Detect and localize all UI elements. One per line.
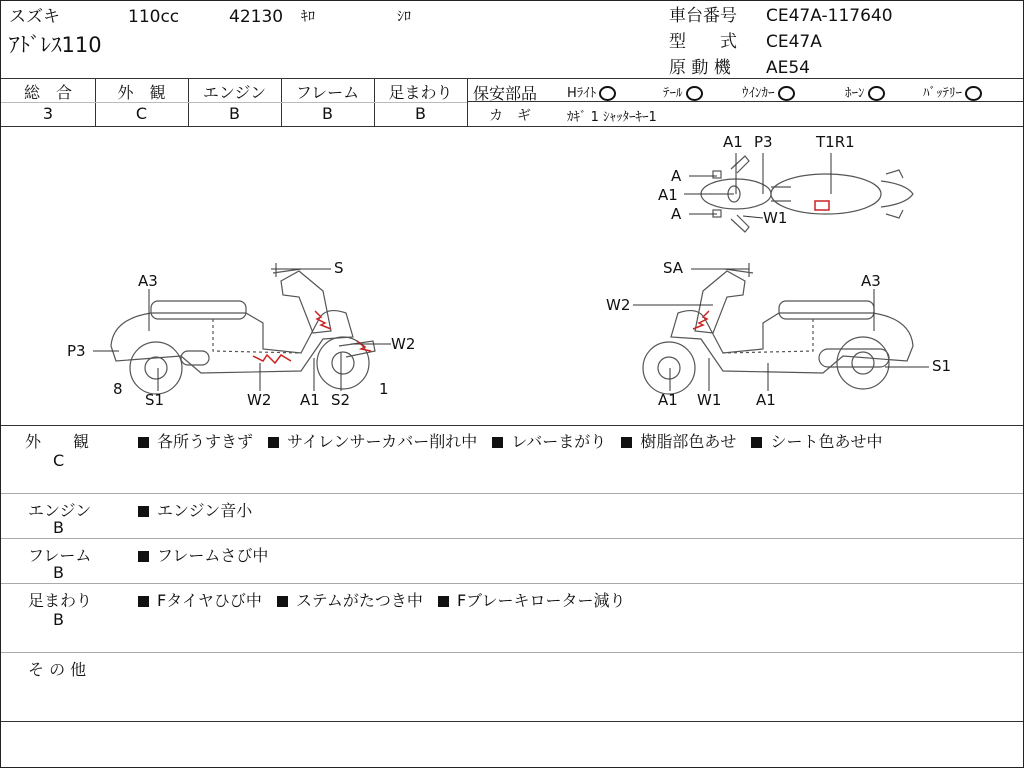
diagram-label: A1 xyxy=(723,133,743,151)
remark-suspension-grade: B xyxy=(53,610,64,629)
bullet-icon xyxy=(277,596,288,607)
damage-diagram xyxy=(1,127,1023,425)
remark-item: サイレンサーカバー削れ中 xyxy=(287,432,478,451)
diagram-label: A1 xyxy=(300,391,320,409)
diagram-label: S1 xyxy=(145,391,165,409)
grade-suspension-value: B xyxy=(415,104,426,123)
diagram-label: A1 xyxy=(658,391,678,409)
remark-exterior-list xyxy=(138,429,882,452)
remark-exterior-label: 外 観 xyxy=(25,432,90,451)
right-view-labels xyxy=(606,259,951,409)
divider xyxy=(1,78,1023,79)
remark-item: ステムがたつき中 xyxy=(295,591,423,610)
bullet-icon xyxy=(621,437,632,448)
remark-engine-label: エンジン xyxy=(28,501,92,520)
remark-item: エンジン音小 xyxy=(157,501,253,520)
safety-item-tail xyxy=(663,82,703,101)
remark-suspension-label: 足まわり xyxy=(28,591,93,610)
remark-frame-grade: B xyxy=(53,563,64,582)
remark-item: レバーまがり xyxy=(511,432,607,451)
diagram-label: W1 xyxy=(763,209,788,227)
grade-exterior-label: 外 観 xyxy=(117,83,166,102)
grade-overall-value: 3 xyxy=(42,104,54,123)
frame-no: CE47A-117640 xyxy=(766,6,893,26)
mileage-unit: ｷﾛ xyxy=(301,9,315,25)
ok-circle-icon xyxy=(599,86,616,101)
safety-item-battery xyxy=(923,82,982,101)
mileage: 42130 xyxy=(229,7,284,27)
remark-item: 各所うすきず xyxy=(157,432,254,451)
bullet-icon xyxy=(138,437,149,448)
divider xyxy=(1,652,1023,653)
top-view-labels xyxy=(658,133,855,227)
remark-item: フレームさび中 xyxy=(157,546,269,565)
diagram-label: S1 xyxy=(932,357,952,375)
grade-engine-label: エンジン xyxy=(202,83,267,102)
engine-value: AE54 xyxy=(766,58,811,78)
ok-circle-icon xyxy=(868,86,885,101)
bullet-icon xyxy=(138,506,149,517)
model-name: ｱﾄﾞﾚｽ110 xyxy=(9,33,102,57)
bullet-icon xyxy=(751,437,762,448)
divider xyxy=(1,538,1023,539)
remark-other-label: そ の 他 xyxy=(28,660,87,679)
diagram-label: A xyxy=(671,167,682,185)
remark-item: Fブレーキローター減り xyxy=(456,591,626,610)
bullet-icon xyxy=(268,437,279,448)
engine-label: 原 動 機 xyxy=(669,58,731,78)
diagram-label: W2 xyxy=(391,335,416,353)
ok-circle-icon xyxy=(965,86,982,101)
type-value: CE47A xyxy=(766,32,822,52)
remark-exterior-grade: C xyxy=(53,451,65,470)
bullet-icon xyxy=(138,551,149,562)
diagram-label: 1 xyxy=(379,380,389,398)
diagram-label: S xyxy=(334,259,344,277)
remark-item: Fタイヤひび中 xyxy=(157,591,262,610)
damage-mark xyxy=(815,201,829,210)
grade-suspension-label: 足まわり xyxy=(388,83,453,102)
diagram-label: A1 xyxy=(658,186,678,204)
remark-engine-list xyxy=(138,498,252,521)
safety-item-label: ｳｲﾝｶｰ xyxy=(742,86,775,101)
bullet-icon xyxy=(492,437,503,448)
ok-circle-icon xyxy=(686,86,703,101)
diagram-label: W1 xyxy=(697,391,722,409)
diagram-label: T1R1 xyxy=(816,133,855,151)
bullet-icon xyxy=(138,596,149,607)
key-label: カ ギ xyxy=(489,108,531,124)
diagram-label: P3 xyxy=(754,133,773,151)
left-view-labels xyxy=(67,259,415,409)
diagram-label: A xyxy=(671,205,682,223)
safety-item-winker xyxy=(742,82,795,101)
ok-circle-icon xyxy=(778,86,795,101)
type-label: 型 式 xyxy=(669,32,737,52)
remark-frame-label: フレーム xyxy=(28,546,92,565)
remark-item: 樹脂部色あせ xyxy=(640,432,737,451)
displacement: 110cc xyxy=(128,7,180,27)
diagram-label: S2 xyxy=(331,391,351,409)
bullet-icon xyxy=(438,596,449,607)
divider xyxy=(1,493,1023,494)
safety-item-headlight xyxy=(567,82,616,101)
safety-item-label: ﾃｰﾙ xyxy=(663,86,683,101)
color: ｼﾛ xyxy=(397,9,411,25)
grade-engine-value: B xyxy=(229,104,240,123)
diagram-label: W2 xyxy=(606,296,631,314)
safety-item-label: ﾊﾞｯﾃﾘｰ xyxy=(923,86,962,101)
key-value: ｶｷﾞ 1 ｼｬｯﾀｰｷｰ1 xyxy=(567,110,657,125)
damage-mark xyxy=(253,355,291,363)
remark-item: シート色あせ中 xyxy=(770,432,883,451)
safety-item-horn xyxy=(845,82,885,101)
remark-frame-list xyxy=(138,543,268,566)
grade-exterior-value: C xyxy=(135,104,148,123)
safety-item-label: Hﾗｲﾄ xyxy=(567,86,597,101)
frame-no-label: 車台番号 xyxy=(669,6,737,26)
grade-overall-label: 総 合 xyxy=(23,83,72,102)
grid-line xyxy=(467,78,468,126)
remark-suspension-list xyxy=(138,588,626,611)
divider xyxy=(1,721,1023,722)
diagram-label: W2 xyxy=(247,391,272,409)
grade-frame-value: B xyxy=(322,104,333,123)
diagram-label: A1 xyxy=(756,391,776,409)
diagram-label: A3 xyxy=(861,272,881,290)
safety-item-label: ﾎｰﾝ xyxy=(845,86,865,101)
maker: スズキ xyxy=(9,7,60,27)
divider xyxy=(1,583,1023,584)
remark-engine-grade: B xyxy=(53,518,64,537)
safety-title: 保安部品 xyxy=(473,84,538,103)
divider xyxy=(467,101,1023,102)
divider xyxy=(1,425,1023,426)
diagram-label: P3 xyxy=(67,342,86,360)
diagram-label: 8 xyxy=(113,380,123,398)
grade-frame-label: フレーム xyxy=(295,83,360,102)
diagram-label: SA xyxy=(663,259,684,277)
diagram-label: A3 xyxy=(138,272,158,290)
